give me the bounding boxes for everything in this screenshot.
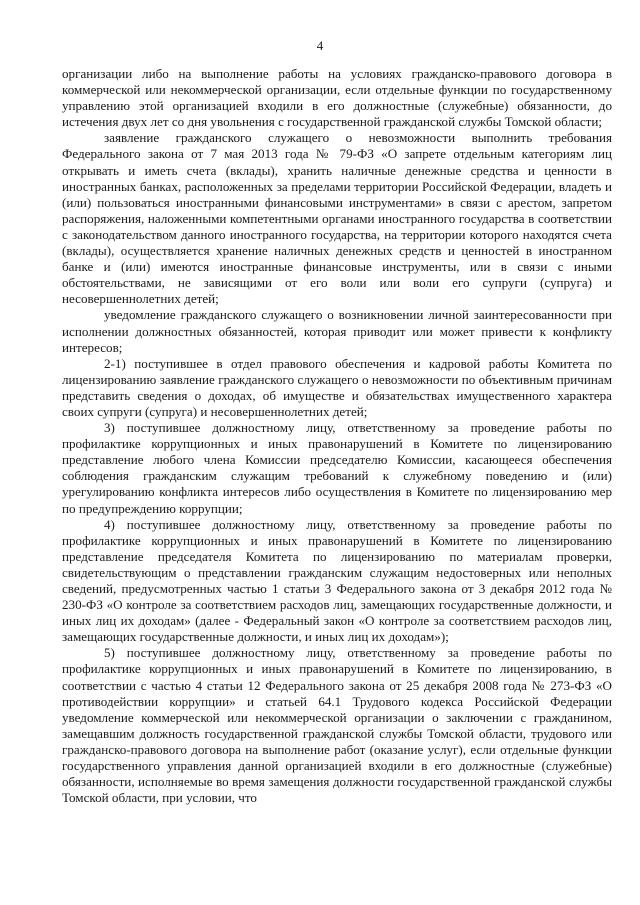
paragraph-statement-impossibility: заявление гражданского служащего о невозможности выполнить требования Федерального закона от 7 мая 2013 года № 79-ФЗ «О запрете отдельным категориям лиц открывать и иметь счета (вклады), хранить наличные денежные средства и ценности в иностранных банках, расположенных за пределами территории Российской Федерации, владеть и (или) пользоваться иностранными финансовыми инструментами» в связи с арестом, запретом распоряжения, наложенными компетентными органами иностранного государства в соответствии с законодательством данного иностранного государства, на территории которого находятся счета (вклады), осуществляется хранение наличных денежных средств и ценностей в иностранном банке и (или) имеются иностранные финансовые инструменты, или в связи с иными обстоятельствами, не зависящими от его воли или воли его супруги (супруга) и несовершеннолетних детей; [62, 130, 612, 307]
paragraph-notice-interest: уведомление гражданского служащего о возникновении личной заинтересованности при исполнении должностных обязанностей, которая приводит или может привести к конфликту интересов; [62, 307, 612, 355]
paragraph-item-2-1: 2-1) поступившее в отдел правового обеспечения и кадровой работы Комитета по лицензированию заявление гражданского служащего о невозможности по объективным причинам представить сведения о доходах, об имуществе и обязательствах имущественного характера своих супруги (супруга) и несовершеннолетних детей; [62, 355, 612, 419]
paragraph-item-5: 5) поступившее должностному лицу, ответственному за проведение работы по профилактике коррупционных и иных правонарушений в Комитете по лицензированию, в соответствии с частью 4 статьи 12 Федерального закона от 25 декабря 2008 года № 273-ФЗ «О противодействии коррупции» и статьей 64.1 Трудового кодекса Российской Федерации уведомление коммерческой или некоммерческой организации о заключении с гражданином, замещавшим должность государственной гражданской службы Томской области, трудового или гражданско-правового договора на выполнение работ (оказание услуг), если отдельные функции государственного управления данной организацией входили в его должностные (служебные) обязанности, исполняемые во время замещения должности государственной гражданской службы Томской области, при условии, что [62, 645, 612, 806]
page-number: 4 [316, 38, 324, 53]
paragraph-item-4: 4) поступившее должностному лицу, ответственному за проведение работы по профилактике коррупционных и иных правонарушений в Комитете по лицензированию представление председателя Комитета по лицензированию по материалам проверки, свидетельствующим о представлении гражданским служащим недостоверных или неполных сведений, предусмотренных частью 1 статьи 3 Федерального закона от 3 декабря 2012 года № 230-ФЗ «О контроле за соответствием расходов лиц, замещающих государственные должности, и иных лиц их доходам» (далее - Федеральный закон «О контроле за соответствием расходов лиц, замещающих государственные должности, и иных лиц их доходам»); [62, 516, 612, 645]
paragraph-continuation: организации либо на выполнение работы на условиях гражданско-правового договора в коммерческой или некоммерческой организации, если отдельные функции по государственному управлению этой организацией входили в его должностные (служебные) обязанности, до истечения двух лет со дня увольнения с государственной гражданской службы Томской области; [62, 66, 612, 130]
paragraph-item-3: 3) поступившее должностному лицу, ответственному за проведение работы по профилактике коррупционных и иных правонарушений в Комитете по лицензированию представление любого члена Комиссии председателю Комиссии, касающееся обеспечения соблюдения гражданским служащим требований к служебному поведению и (или) урегулированию конфликта интересов либо осуществления в Комитете по лицензированию мер по предупреждению коррупции; [62, 420, 612, 516]
document-body [62, 66, 612, 806]
